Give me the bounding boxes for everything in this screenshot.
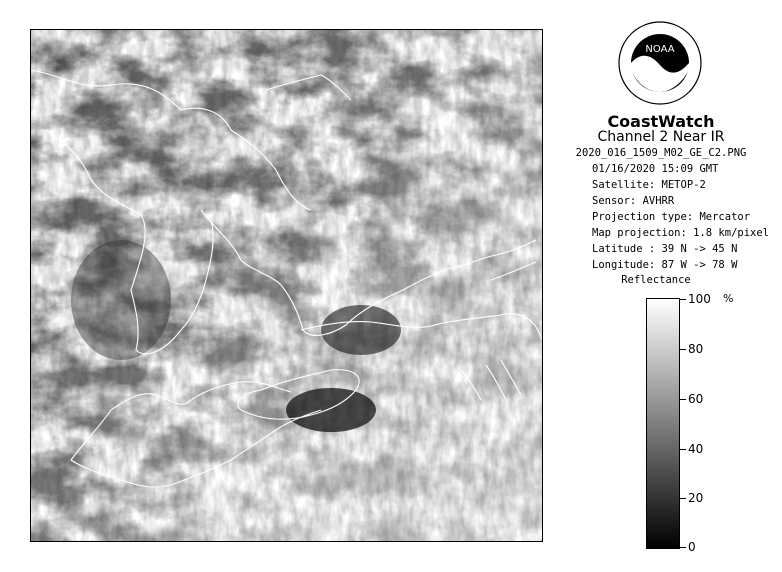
colorbar-tick (680, 498, 686, 499)
colorbar-label: Reflectance (621, 274, 691, 286)
product-title: CoastWatch (607, 112, 715, 131)
satellite-name: Satellite: METOP-2 (592, 179, 706, 191)
image-filename: 2020_016_1509_M02_GE_C2.PNG (575, 147, 747, 159)
map-projection: Map projection: 1.8 km/pixel (592, 227, 770, 239)
colorbar-tick (680, 399, 686, 400)
colorbar (646, 298, 680, 549)
satellite-image-svg (31, 30, 542, 541)
projection-type: Projection type: Mercator (592, 211, 751, 223)
colorbar-tick (680, 449, 686, 450)
colorbar-tick (680, 299, 686, 300)
lake-erie-dark-patch (286, 388, 376, 432)
channel-name: Channel 2 Near IR (597, 129, 725, 145)
colorbar-tick (680, 349, 686, 350)
colorbar-tick-label: 0 (688, 540, 696, 554)
acquisition-datetime: 01/16/2020 15:09 GMT (592, 163, 719, 175)
satellite-image (30, 29, 543, 542)
longitude-range: Longitude: 87 W -> 78 W (592, 259, 738, 271)
colorbar-tick (680, 547, 686, 548)
latitude-range: Latitude : 39 N -> 45 N (592, 243, 738, 255)
lake-michigan-dark-patch (71, 240, 171, 360)
colorbar-tick-label: 100 (688, 292, 711, 306)
colorbar-tick-label: 40 (688, 442, 704, 456)
colorbar-tick-label: 80 (688, 342, 704, 356)
colorbar-tick-label: 20 (688, 491, 704, 505)
sensor-name: Sensor: AVHRR (592, 195, 675, 207)
noaa-logo-text: NOAA (645, 44, 675, 55)
colorbar-unit: % (723, 292, 734, 305)
colorbar-tick-label: 60 (688, 392, 704, 406)
noaa-logo (618, 21, 702, 105)
